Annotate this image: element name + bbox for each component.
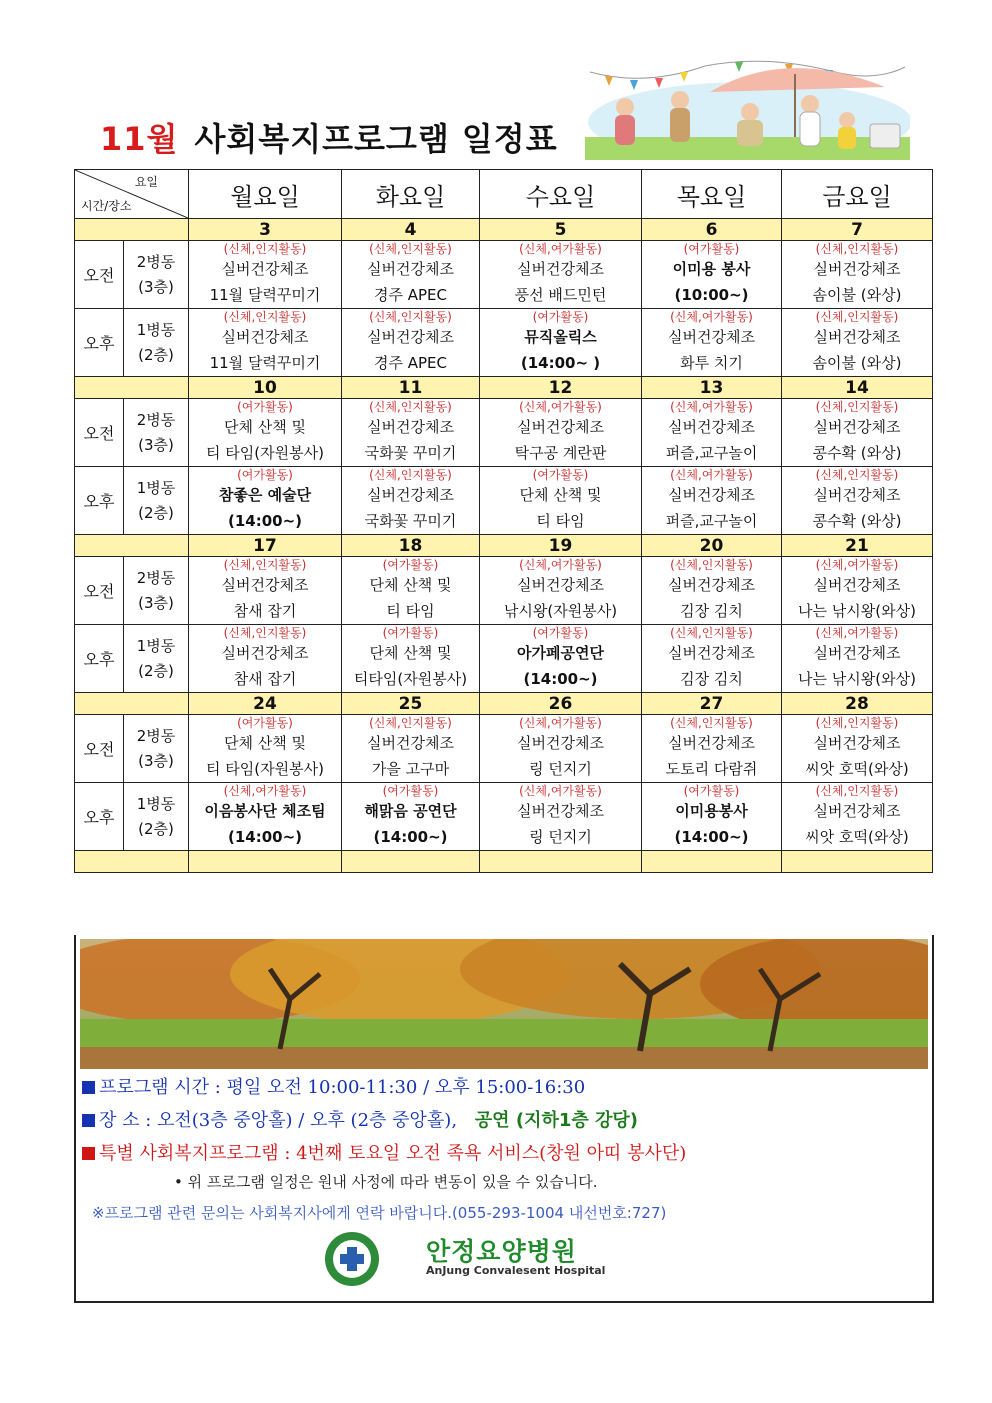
activity-category: (여가활동) [532, 467, 589, 482]
program-cell-thu [642, 241, 782, 309]
activity-category: (신체,여가활동) [223, 783, 307, 798]
corner-day-label: 요일 [134, 175, 158, 189]
program-cell-wed [480, 241, 642, 309]
session-row [75, 557, 933, 625]
program-cell-thu [642, 309, 782, 377]
program-title: 단체 산책 및 [224, 417, 306, 436]
activity-category: (신체,여가활동) [670, 467, 753, 482]
activity-category: (신체,여가활동) [815, 625, 899, 640]
activity-category: (신체,여가활동) [519, 715, 602, 730]
program-detail: 경주 APEC [373, 353, 447, 372]
program-title: 실버건강체조 [813, 259, 901, 278]
session-row [75, 467, 933, 535]
program-cell-fri [782, 309, 933, 377]
program-cell-tue [342, 241, 480, 309]
program-place-line [82, 1106, 638, 1132]
activity-category: (신체,인지활동) [815, 783, 899, 798]
blue-square-icon [82, 1114, 95, 1127]
activity-category: (신체,인지활동) [815, 467, 899, 482]
floor-label: (3층) [138, 277, 174, 296]
info-box [74, 935, 934, 1303]
program-title: 이미용봉사 [675, 801, 748, 820]
session-label: 오후 [75, 625, 124, 693]
activity-category: (신체,여가활동) [519, 783, 602, 798]
program-title: 뮤직올릭스 [524, 327, 597, 346]
program-title: 실버건강체조 [668, 417, 755, 436]
activity-category: (신체,여가활동) [519, 399, 602, 414]
ward-cell [124, 399, 189, 467]
activity-category: (신체,여가활동) [519, 241, 602, 256]
schedule-notice-text: 위 프로그램 일정은 원내 사정에 따라 변동이 있을 수 있습니다. [187, 1173, 598, 1191]
program-cell-mon [189, 309, 342, 377]
program-place-text: 장 소 : 오전(3층 중앙홀) / 오후 (2층 중앙홀), [99, 1110, 458, 1131]
date-cell-thu: 13 [642, 377, 782, 399]
session-row [75, 625, 933, 693]
activity-category: (여가활동) [382, 783, 439, 798]
program-title: 이미용 봉사 [672, 259, 751, 278]
activity-category: (신체,인지활동) [223, 557, 307, 572]
program-detail: 나는 낚시왕(와상) [798, 601, 916, 620]
activity-category: (신체,인지활동) [369, 399, 452, 414]
program-title: 실버건강체조 [221, 643, 309, 662]
program-detail: 낚시왕(자원봉사) [503, 601, 618, 620]
date-cell-tue: 18 [342, 535, 480, 557]
activity-category: (여가활동) [237, 399, 293, 414]
date-row [75, 535, 933, 557]
date-row [75, 219, 933, 241]
program-detail: 솜이불 (와상) [812, 353, 902, 372]
program-title: 실버건강체조 [813, 327, 901, 346]
floor-label: (2층) [138, 661, 174, 680]
program-detail: 김장 김치 [680, 601, 743, 620]
empty-cell [642, 851, 782, 873]
ward-label: 1병동 [136, 794, 176, 813]
program-cell-mon [189, 715, 342, 783]
program-detail: 링 던지기 [529, 759, 592, 778]
day-header-thu: 목요일 [642, 170, 782, 219]
program-detail: (14:00~) [227, 827, 303, 846]
date-cell-tue: 25 [342, 693, 480, 715]
activity-category: (신체,인지활동) [223, 625, 307, 640]
program-cell-tue [342, 783, 480, 851]
activity-category: (여가활동) [382, 557, 439, 572]
date-cell-mon: 17 [189, 535, 342, 557]
program-cell-wed [480, 309, 642, 377]
date-cell-thu: 6 [642, 219, 782, 241]
session-row [75, 399, 933, 467]
corner-time-label: 시간/장소 [81, 199, 132, 213]
date-cell-thu: 20 [642, 535, 782, 557]
program-cell-wed [480, 783, 642, 851]
day-header-row [75, 170, 933, 219]
session-row [75, 715, 933, 783]
empty-cell [480, 851, 642, 873]
floor-label: (3층) [138, 435, 174, 454]
special-program-line [82, 1139, 686, 1165]
activity-category: (신체,여가활동) [519, 557, 602, 572]
activity-category: (신체,여가활동) [815, 557, 899, 572]
program-title: 실버건강체조 [813, 417, 901, 436]
floor-label: (2층) [138, 819, 174, 838]
hospital-name-ko: 안정요양병원 [426, 1237, 577, 1266]
program-cell-wed [480, 557, 642, 625]
program-detail: 11월 달력꾸미기 [209, 353, 321, 372]
activity-category: (여가활동) [683, 783, 740, 798]
program-cell-thu [642, 399, 782, 467]
program-cell-thu [642, 715, 782, 783]
program-detail: 퍼즐,교구놀이 [665, 443, 758, 462]
program-cell-fri [782, 241, 933, 309]
session-label: 오전 [75, 557, 124, 625]
program-title: 단체 산책 및 [369, 643, 452, 662]
program-title: 단체 산책 및 [369, 575, 452, 594]
program-title: 실버건강체조 [221, 327, 309, 346]
day-header-fri: 금요일 [782, 170, 933, 219]
empty-cell [189, 851, 342, 873]
program-cell-mon [189, 625, 342, 693]
activity-category: (신체,여가활동) [670, 399, 753, 414]
ward-cell [124, 625, 189, 693]
program-title: 실버건강체조 [517, 417, 604, 436]
program-detail: 도토리 다람쥐 [665, 759, 758, 778]
program-time-text: 프로그램 시간 : 평일 오전 10:00-11:30 / 오후 15:00-16:30 [99, 1077, 586, 1098]
program-title: 실버건강체조 [367, 327, 454, 346]
program-title: 실버건강체조 [517, 259, 604, 278]
program-detail: 티 타임(자원봉사) [206, 443, 324, 462]
activity-category: (신체,인지활동) [223, 309, 307, 324]
program-title: 실버건강체조 [517, 801, 604, 820]
special-program-text: 특별 사회복지프로그램 : 4번째 토요일 오전 족욕 서비스(창원 아띠 봉사단) [99, 1143, 687, 1164]
activity-category: (신체,인지활동) [815, 241, 899, 256]
ward-label: 2병동 [136, 568, 176, 587]
program-title: 실버건강체조 [367, 259, 454, 278]
program-detail: 김장 김치 [680, 669, 743, 688]
program-title: 실버건강체조 [367, 733, 454, 752]
floor-label: (3층) [138, 593, 174, 612]
ward-cell [124, 467, 189, 535]
day-header-mon: 월요일 [189, 170, 342, 219]
program-detail: 티타임(자원봉사) [353, 669, 468, 688]
activity-category: (여가활동) [683, 241, 740, 256]
ward-label: 2병동 [136, 252, 176, 271]
program-title: 실버건강체조 [668, 643, 755, 662]
program-detail: 티 타임 [536, 511, 585, 530]
program-detail: 국화꽃 꾸미기 [364, 511, 457, 530]
red-square-icon [82, 1147, 95, 1160]
program-title: 실버건강체조 [668, 327, 755, 346]
program-detail: 나는 낚시왕(와상) [798, 669, 916, 688]
activity-category: (여가활동) [237, 467, 293, 482]
date-cell-fri: 14 [782, 377, 933, 399]
schedule-notice [174, 1171, 598, 1192]
ward-cell [124, 557, 189, 625]
program-detail: 참새 잡기 [233, 601, 297, 620]
date-cell-wed: 26 [480, 693, 642, 715]
activity-category: (신체,인지활동) [369, 467, 452, 482]
session-label: 오전 [75, 715, 124, 783]
ward-label: 2병동 [136, 410, 176, 429]
floor-label: (2층) [138, 503, 174, 522]
empty-footer-row [75, 851, 933, 873]
date-cell-tue: 4 [342, 219, 480, 241]
program-cell-fri [782, 467, 933, 535]
program-time-line [82, 1073, 585, 1099]
bullet-icon: • [174, 1173, 188, 1191]
ward-label: 1병동 [136, 320, 176, 339]
title-text: 사회복지프로그램 일정표 [194, 120, 558, 158]
activity-category: (신체,여가활동) [670, 309, 753, 324]
program-cell-thu [642, 625, 782, 693]
activity-category: (신체,인지활동) [815, 715, 899, 730]
hospital-name-en: AnJung Convalesent Hospital [426, 1264, 606, 1277]
program-cell-fri [782, 399, 933, 467]
blue-square-icon [82, 1081, 95, 1094]
program-cell-wed [480, 625, 642, 693]
activity-category: (여가활동) [532, 309, 589, 324]
program-detail: (14:00~) [523, 669, 598, 688]
program-title: 실버건강체조 [813, 733, 901, 752]
date-row-spacer [75, 693, 189, 715]
program-title: 실버건강체조 [517, 733, 604, 752]
program-cell-tue [342, 309, 480, 377]
program-detail: (14:00~) [674, 827, 749, 846]
session-row [75, 783, 933, 851]
program-detail: (14:00~) [373, 827, 448, 846]
ward-label: 2병동 [136, 726, 176, 745]
hospital-logo [321, 1230, 651, 1290]
date-cell-fri: 21 [782, 535, 933, 557]
program-title: 단체 산책 및 [519, 485, 602, 504]
date-cell-wed: 5 [480, 219, 642, 241]
program-detail: 퍼즐,교구놀이 [665, 511, 758, 530]
hospital-cross-emblem-icon [321, 1230, 383, 1288]
activity-category: (여가활동) [382, 625, 439, 640]
program-detail: 씨앗 호떡(와상) [805, 759, 909, 778]
page-title [100, 112, 558, 162]
program-detail: (10:00~) [674, 285, 749, 304]
activity-category: (신체,인지활동) [815, 399, 899, 414]
program-title: 해맑음 공연단 [364, 801, 457, 820]
session-label: 오후 [75, 783, 124, 851]
program-detail: 솜이불 (와상) [812, 285, 902, 304]
program-cell-tue [342, 399, 480, 467]
program-detail: 11월 달력꾸미기 [209, 285, 321, 304]
program-cell-fri [782, 625, 933, 693]
contact-line: ※프로그램 관련 문의는 사회복지사에게 연락 바랍니다.(055-293-1004 내선번호:727) [92, 1204, 667, 1222]
program-detail: 가을 고구마 [371, 759, 450, 778]
program-title: 실버건강체조 [668, 733, 755, 752]
program-cell-tue [342, 625, 480, 693]
program-cell-fri [782, 715, 933, 783]
session-row [75, 241, 933, 309]
activity-category: (신체,인지활동) [670, 715, 753, 730]
ward-label: 1병동 [136, 478, 176, 497]
program-detail: 참새 잡기 [233, 669, 297, 688]
date-row [75, 693, 933, 715]
autumn-trees-photo-icon [80, 939, 928, 1069]
activity-category: (여가활동) [237, 715, 293, 730]
elderly-picnic-illustration-icon [585, 52, 910, 160]
program-detail: 화투 치기 [680, 353, 743, 372]
date-cell-wed: 19 [480, 535, 642, 557]
program-detail: 국화꽃 꾸미기 [364, 443, 457, 462]
schedule-table [74, 169, 933, 873]
program-cell-mon [189, 783, 342, 851]
program-title: 실버건강체조 [813, 643, 901, 662]
date-cell-fri: 7 [782, 219, 933, 241]
activity-category: (신체,인지활동) [223, 241, 307, 256]
program-detail: 링 던지기 [529, 827, 592, 846]
date-cell-wed: 12 [480, 377, 642, 399]
program-cell-fri [782, 557, 933, 625]
program-title: 단체 산책 및 [224, 733, 306, 752]
program-title: 실버건강체조 [221, 575, 309, 594]
session-label: 오후 [75, 309, 124, 377]
session-row [75, 309, 933, 377]
program-cell-mon [189, 241, 342, 309]
program-detail: (14:00~ ) [520, 353, 601, 372]
session-label: 오전 [75, 241, 124, 309]
activity-category: (신체,인지활동) [369, 241, 452, 256]
program-detail: 콩수확 (와상) [812, 443, 902, 462]
empty-cell [782, 851, 933, 873]
program-title: 참좋은 예술단 [218, 485, 312, 504]
date-row-spacer [75, 535, 189, 557]
program-cell-mon [189, 557, 342, 625]
activity-category: (신체,인지활동) [369, 715, 452, 730]
program-title: 아가페공연단 [517, 643, 604, 662]
program-cell-thu [642, 557, 782, 625]
program-cell-fri [782, 783, 933, 851]
date-cell-thu: 27 [642, 693, 782, 715]
activity-category: (신체,인지활동) [815, 309, 899, 324]
program-cell-mon [189, 399, 342, 467]
program-detail: 티 타임 [386, 601, 435, 620]
program-title: 실버건강체조 [367, 417, 454, 436]
program-detail: 풍선 배드민턴 [514, 285, 607, 304]
program-title: 실버건강체조 [517, 575, 604, 594]
program-title: 실버건강체조 [813, 575, 901, 594]
ward-cell [124, 715, 189, 783]
ward-cell [124, 309, 189, 377]
day-header-tue: 화요일 [342, 170, 480, 219]
empty-cell [342, 851, 480, 873]
activity-category: (신체,인지활동) [369, 309, 452, 324]
date-row [75, 377, 933, 399]
program-title: 이음봉사단 체조팀 [204, 801, 326, 820]
ward-label: 1병동 [136, 636, 176, 655]
date-cell-mon: 10 [189, 377, 342, 399]
date-cell-mon: 24 [189, 693, 342, 715]
program-cell-wed [480, 467, 642, 535]
performance-place-text: 공연 (지하1층 강당) [474, 1110, 639, 1131]
program-cell-thu [642, 783, 782, 851]
program-detail: 콩수확 (와상) [812, 511, 902, 530]
program-detail: 탁구공 계란판 [514, 443, 607, 462]
ward-cell [124, 241, 189, 309]
program-cell-wed [480, 399, 642, 467]
empty-cell [75, 851, 189, 873]
program-title: 실버건강체조 [813, 801, 901, 820]
program-detail: 씨앗 호떡(와상) [805, 827, 909, 846]
program-title: 실버건강체조 [367, 485, 454, 504]
session-label: 오후 [75, 467, 124, 535]
activity-category: (신체,인지활동) [670, 625, 753, 640]
session-label: 오전 [75, 399, 124, 467]
ward-cell [124, 783, 189, 851]
activity-category: (여가활동) [532, 625, 589, 640]
corner-header [75, 170, 189, 219]
program-title: 실버건강체조 [221, 259, 309, 278]
date-cell-tue: 11 [342, 377, 480, 399]
program-title: 실버건강체조 [668, 485, 755, 504]
program-cell-wed [480, 715, 642, 783]
activity-category: (신체,인지활동) [670, 557, 753, 572]
program-title: 실버건강체조 [813, 485, 901, 504]
title-month: 11월 [100, 120, 179, 158]
date-cell-fri: 28 [782, 693, 933, 715]
program-cell-tue [342, 467, 480, 535]
program-detail: 경주 APEC [373, 285, 447, 304]
floor-label: (2층) [138, 345, 174, 364]
date-row-spacer [75, 377, 189, 399]
day-header-wed: 수요일 [480, 170, 642, 219]
program-detail: (14:00~) [227, 511, 303, 530]
date-row-spacer [75, 219, 189, 241]
program-cell-mon [189, 467, 342, 535]
program-cell-tue [342, 557, 480, 625]
floor-label: (3층) [138, 751, 174, 770]
program-cell-tue [342, 715, 480, 783]
program-cell-thu [642, 467, 782, 535]
date-cell-mon: 3 [189, 219, 342, 241]
program-detail: 티 타임(자원봉사) [206, 759, 324, 778]
program-title: 실버건강체조 [668, 575, 755, 594]
